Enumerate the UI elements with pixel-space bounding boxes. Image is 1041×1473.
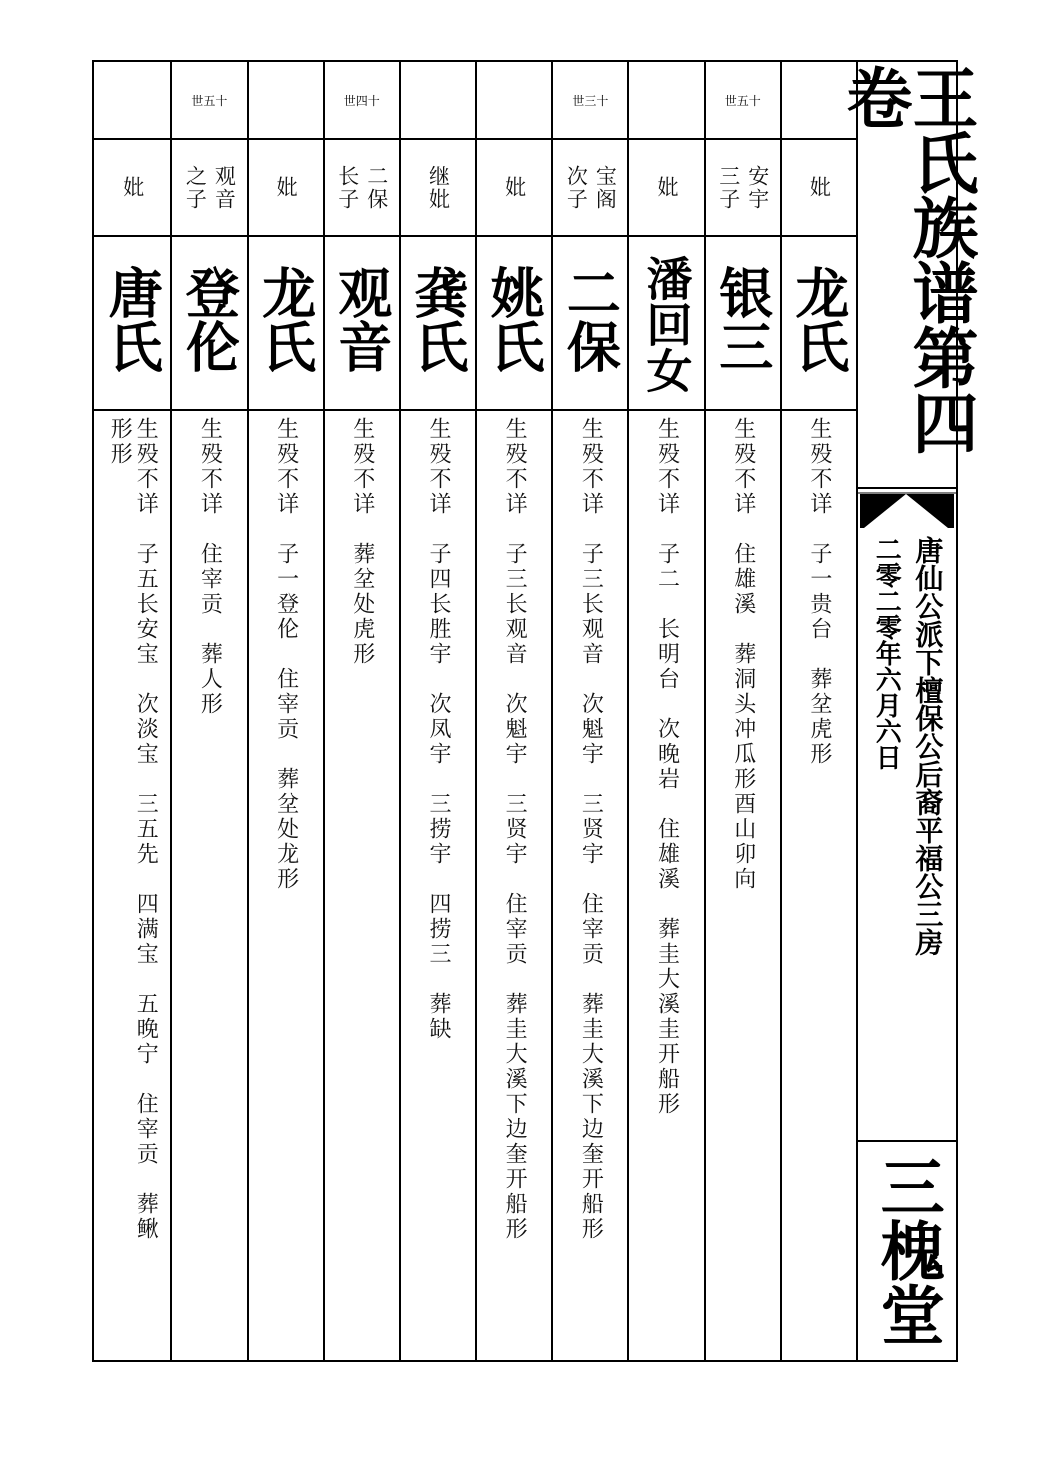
relation-text: 妣: [274, 176, 299, 199]
generation-label: [629, 62, 703, 140]
relation-text: 宝阁: [593, 164, 618, 211]
person-name-cell: [249, 237, 323, 411]
entry-column: [627, 62, 703, 1360]
detail-cell: [325, 411, 399, 667]
subtitle-block: [858, 536, 956, 1136]
generation-label: [249, 62, 323, 140]
generation-label: 世五十: [706, 62, 780, 140]
person-name: 唐氏: [100, 265, 165, 373]
book-title-cell: [835, 64, 979, 490]
relation-text: 妣: [655, 176, 680, 199]
entry-column: [247, 62, 323, 1360]
branch-text: 唐仙公派下檀保公后裔平福公三房: [911, 536, 945, 956]
entry-column: [323, 62, 399, 1360]
detail-cell: [477, 411, 551, 1242]
title-column: [835, 62, 979, 1360]
person-name: 龙氏: [786, 265, 851, 373]
relation-cell: [553, 140, 627, 237]
detail-text: 生殁不详 子一贵台 葬坌虎形: [806, 417, 832, 767]
relation-text: 之子: [183, 164, 208, 211]
relation-text: 三子: [716, 164, 741, 211]
detail-text: 生殁不详 子五长安宝 次淡宝 三五先 四满宝 五晚宁 住宰贡 葬鳅: [133, 417, 159, 1242]
relation-text: 妣: [120, 176, 145, 199]
person-name-cell: [706, 237, 780, 411]
detail-text: 生殁不详 子三长观音 次魁宇 三贤宇 住宰贡 葬圭大溪下边奎开船形: [578, 417, 604, 1242]
entry-column: [475, 62, 551, 1360]
entry-column: [170, 62, 246, 1360]
detail-text: 生殁不详 子四长胜宇 次凤宇 三捞宇 四捞三 葬缺: [425, 417, 451, 1042]
detail-text: 生殁不详 住宰贡 葬人形: [197, 417, 223, 717]
person-name: 银三: [710, 265, 775, 373]
relation-text: 观音: [212, 164, 237, 211]
relation-cell: [172, 140, 246, 237]
person-name: 姚氏: [482, 265, 547, 373]
date-text: 二零二零年六月六日: [871, 536, 902, 770]
book-title: 王氏族谱第四卷: [835, 64, 979, 454]
person-name: 登伦: [177, 265, 242, 373]
entry-column: [399, 62, 475, 1360]
relation-text: 妣: [807, 176, 832, 199]
generation-label: [477, 62, 551, 140]
generation-label: 世五十: [172, 62, 246, 140]
detail-text: 生殁不详 子一登伦 住宰贡 葬坌处龙形: [273, 417, 299, 892]
genealogy-page: [92, 60, 979, 1362]
person-name-cell: [94, 237, 170, 411]
generation-label: [94, 62, 170, 140]
detail-text: 生殁不详 子二 长明台 次晚岩 住雄溪 葬圭大溪圭开船形: [654, 417, 680, 1117]
relation-cell: [629, 140, 703, 237]
hall-name-cell: [858, 1140, 956, 1358]
fish-tail-ornament: [858, 486, 958, 530]
detail-cell: [706, 411, 780, 892]
relation-text: 安宇: [745, 164, 770, 211]
relation-cell: [477, 140, 551, 237]
detail-text: 生殁不详 葬坌处虎形: [349, 417, 375, 667]
detail-text: 生殁不详 住雄溪 葬洞头冲瓜形酉山卯向: [730, 417, 756, 892]
relation-text: 二保: [364, 164, 389, 211]
detail-cell: [249, 411, 323, 892]
entry-column: [704, 62, 780, 1360]
relation-text: 继妣: [426, 164, 451, 211]
person-name: 二保: [558, 265, 623, 373]
detail-cell: [94, 411, 170, 1242]
relation-cell: [94, 140, 170, 237]
generation-label: 世四十: [325, 62, 399, 140]
person-name-cell: [325, 237, 399, 411]
relation-text: 妣: [502, 176, 527, 199]
person-name-cell: [477, 237, 551, 411]
relation-cell: [706, 140, 780, 237]
relation-cell: [401, 140, 475, 237]
relation-text: 长子: [335, 164, 360, 211]
detail-cell: [172, 411, 246, 717]
person-name-cell: [629, 237, 703, 411]
detail-cell: [401, 411, 475, 1042]
relation-cell: [325, 140, 399, 237]
detail-text: 形形: [107, 417, 133, 467]
entry-column: [551, 62, 627, 1360]
person-name: 潘回女: [639, 255, 694, 393]
hall-name: 三槐堂: [869, 1154, 945, 1346]
detail-text: 生殁不详 子三长观音 次魁宇 三贤宇 住宰贡 葬圭大溪下边奎开船形: [502, 417, 528, 1242]
relation-cell: [249, 140, 323, 237]
person-name: 龚氏: [405, 265, 470, 373]
generation-label: [401, 62, 475, 140]
entry-columns: [94, 62, 856, 1360]
person-name-cell: [401, 237, 475, 411]
generation-label: 世三十: [553, 62, 627, 140]
relation-text: 次子: [564, 164, 589, 211]
detail-cell: [553, 411, 627, 1242]
detail-cell: [629, 411, 703, 1117]
entry-column: [94, 62, 170, 1360]
person-name-cell: [553, 237, 627, 411]
person-name: 观音: [329, 265, 394, 373]
person-name-cell: [172, 237, 246, 411]
person-name: 龙氏: [253, 265, 318, 373]
